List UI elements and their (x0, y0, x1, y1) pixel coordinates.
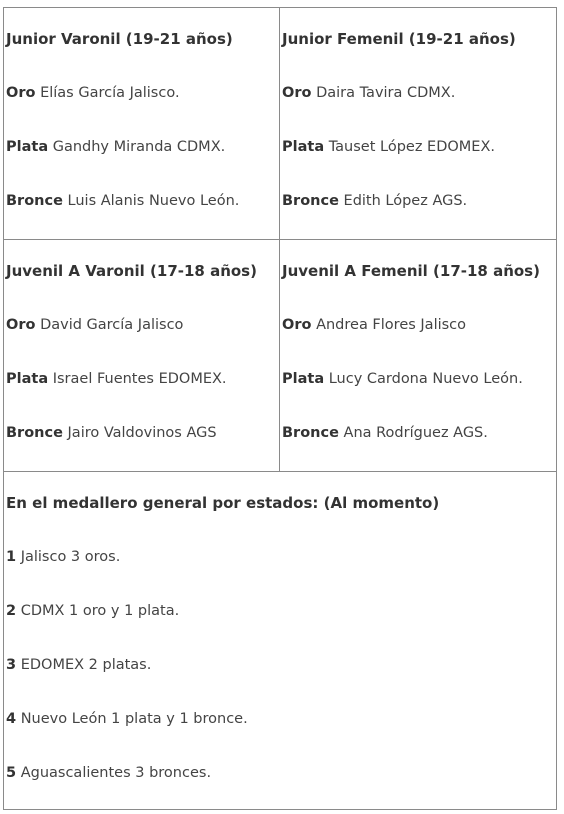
category-title: Junior Varonil (19-21 años) (6, 30, 233, 48)
category-cell-juvenil-femenil (280, 240, 557, 472)
medal-label: Plata (282, 371, 325, 387)
medal-winner: Tauset López EDOMEX. (328, 139, 496, 155)
rank-text: Jalisco 3 oros. (20, 549, 121, 565)
medal-winner: Ana Rodríguez AGS. (343, 425, 488, 441)
rank-text: EDOMEX 2 platas. (20, 657, 152, 673)
medal-line-bronce (282, 424, 554, 443)
category-title: Juvenil A Varonil (17-18 años) (6, 262, 257, 280)
medal-line-oro (282, 84, 554, 103)
rank-line (6, 602, 554, 621)
category-cell-junior-varonil (4, 8, 280, 240)
medal-line-bronce (6, 192, 277, 211)
table-row (4, 8, 557, 240)
rank-number: 5 (6, 765, 17, 781)
category-title: Junior Femenil (19-21 años) (282, 30, 516, 48)
medal-label: Oro (6, 85, 36, 101)
medal-label: Bronce (6, 425, 63, 441)
results-table (3, 7, 557, 810)
medal-line-plata (6, 370, 277, 389)
rank-line (6, 656, 554, 675)
rank-line (6, 548, 554, 567)
category-cell-junior-femenil (280, 8, 557, 240)
medal-line-plata (282, 370, 554, 389)
medal-label: Plata (6, 139, 49, 155)
medal-line-oro (282, 316, 554, 335)
medal-winner: Israel Fuentes EDOMEX. (52, 371, 227, 387)
medal-label: Plata (6, 371, 49, 387)
medal-winner: Jairo Valdovinos AGS (67, 425, 217, 441)
medal-label: Bronce (282, 193, 339, 209)
rank-number: 1 (6, 549, 17, 565)
medal-line-oro (6, 316, 277, 335)
rank-text: Nuevo León 1 plata y 1 bronce. (20, 711, 248, 727)
medal-label: Oro (282, 85, 312, 101)
medal-label: Bronce (282, 425, 339, 441)
medal-winner: Daira Tavira CDMX. (316, 85, 456, 101)
medal-line-plata (6, 138, 277, 157)
rank-text: CDMX 1 oro y 1 plata. (20, 603, 180, 619)
medal-line-bronce (282, 192, 554, 211)
medal-line-oro (6, 84, 277, 103)
category-cell-juvenil-varonil (4, 240, 280, 472)
medal-label: Bronce (6, 193, 63, 209)
medal-summary-cell (4, 472, 557, 810)
medal-winner: David García Jalisco (40, 317, 184, 333)
rank-number: 4 (6, 711, 17, 727)
summary-title: En el medallero general por estados: (Al momento) (6, 494, 440, 512)
medal-winner: Edith López AGS. (343, 193, 468, 209)
medal-winner: Elías García Jalisco. (40, 85, 180, 101)
medal-winner: Gandhy Miranda CDMX. (52, 139, 226, 155)
rank-number: 2 (6, 603, 17, 619)
rank-line (6, 764, 554, 783)
medal-label: Plata (282, 139, 325, 155)
medal-line-bronce (6, 424, 277, 443)
category-title: Juvenil A Femenil (17-18 años) (282, 262, 540, 280)
table-row (4, 240, 557, 472)
medal-label: Oro (282, 317, 312, 333)
medal-label: Oro (6, 317, 36, 333)
table-row (4, 472, 557, 810)
medal-line-plata (282, 138, 554, 157)
medal-winner: Andrea Flores Jalisco (316, 317, 467, 333)
rank-line (6, 710, 554, 729)
rank-text: Aguascalientes 3 bronces. (20, 765, 212, 781)
medal-winner: Lucy Cardona Nuevo León. (328, 371, 523, 387)
rank-number: 3 (6, 657, 17, 673)
medal-winner: Luis Alanis Nuevo León. (67, 193, 240, 209)
